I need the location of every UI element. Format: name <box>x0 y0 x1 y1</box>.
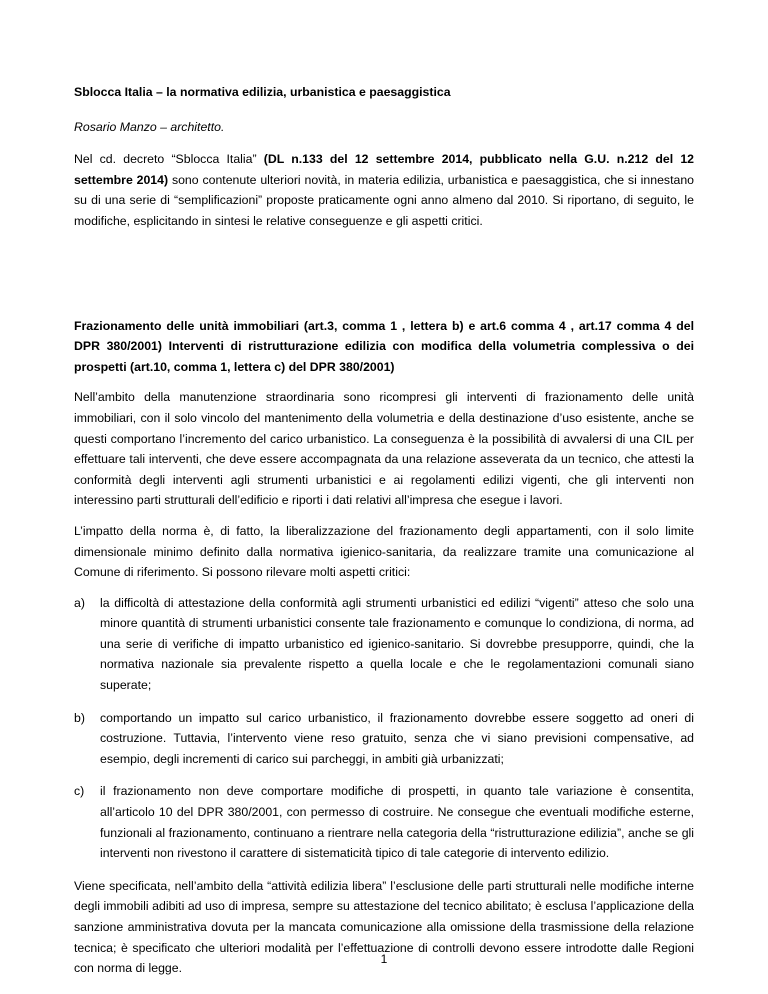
intro-decree-reference: (DL n.133 del 12 settembre 2014, pubblicato nella G.U. n.212 del 12 settembre 2014) <box>74 152 695 187</box>
intro-text-1: Nel cd. decreto “Sblocca Italia” <box>74 152 264 167</box>
document-author: Rosario Manzo – architetto. <box>74 119 225 134</box>
list-item-marker: a) <box>74 595 85 610</box>
list-item <box>74 781 694 863</box>
list-item-text: la difficoltà di attestazione della conformità agli strumenti urbanistici ed edilizi “vigenti” atteso che solo una minore quantità di strumenti urbanistici consente tale frazionamento e comunque lo condiziona, di norma, ad una serie di verifiche di impatto urbanistico ed igienico-sanitario. Si dovrebbe presupporre, quindi, che la normativa nazionale sia prevalente rispetto a quella locale e che le regolamentazioni comunali siano superate; <box>100 595 694 693</box>
page-number: 1 <box>380 952 388 966</box>
list-item-text: il frazionamento non deve comportare modifiche di prospetti, in quanto tale variazione è consentita, all’articolo 10 del DPR 380/2001, con permesso di costruire. Ne consegue che eventuali modifiche esterne, funzionali al frazionamento, continuano a rientrare nella categoria della “ristrutturazione edilizia”, anche se gli interventi non rivestono il carattere di sistematicità tipico di tale categorie di intervento edilizio. <box>100 784 694 861</box>
intro-paragraph <box>74 149 694 231</box>
document-title: Sblocca Italia – la normativa edilizia, urbanistica e paesaggistica <box>74 85 451 99</box>
critical-aspects-list <box>74 593 694 864</box>
section-title: Frazionamento delle unità immobiliari (art.3, comma 1 , lettera b) e art.6 comma 4 , art.17 comma 4 del DPR 380/2001) Interventi di ristrutturazione edilizia con modifica della volumetria complessiva o dei prospetti (art.10, comma 1, lettera c) del DPR 380/2001) <box>74 318 694 374</box>
section-paragraph-2: L’impatto della norma è, di fatto, la liberalizzazione del frazionamento degli appartamenti, con il solo limite dimensionale minimo definito dalla normativa igienico-sanitaria, da realizzare tramite una comunicazione al Comune di riferimento. Si possono rilevare molti aspetti critici: <box>74 523 694 580</box>
intro-text-2: sono contenute ulteriori novità, in materia edilizia, urbanistica e paesaggistica, che si innestano su di una serie di “semplificazioni” proposte praticamente ogni anno almeno dal 2010. Si riportano, di seguito, le modifiche, esplicitando in sintesi le relative conseguenze e gli aspetti critici. <box>74 172 694 228</box>
section-paragraph-3: Viene specificata, nell’ambito della “attività edilizia libera” l’esclusione delle parti strutturali nelle modifiche interne degli immobili adibiti ad uso di impresa, sempre su attestazione del tecnico abilitato; è esclusa l’applicazione della sanzione amministrativa dovuta per la mancata comunicazione alla omissione della trasmissione della relazione tecnica; è specificato che ulteriori modalità per l’effettuazione di controlli devono essere introdotte dalle Regioni con norma di legge. <box>74 878 694 976</box>
document-page <box>74 82 694 989</box>
section-spacer <box>74 232 694 316</box>
list-item <box>74 593 694 696</box>
list-item-marker: b) <box>74 710 85 725</box>
list-item-marker: c) <box>74 784 85 799</box>
list-item-text: comportando un impatto sul carico urbanistico, il frazionamento dovrebbe essere soggetto ad oneri di costruzione. Tuttavia, l’intervento viene reso gratuito, senza che vi siano previsioni compensative, ad esempio, degli incrementi di carico sui parcheggi, in ambiti già urbanizzati; <box>100 710 694 766</box>
section-paragraph-1: Nell’ambito della manutenzione straordinaria sono ricompresi gli interventi di frazionamento delle unità immobiliari, con il solo vincolo del mantenimento della volumetria e della destinazione d’uso esistente, anche se questi comportano l’incremento del carico urbanistico. La conseguenza è la possibilità di avvalersi di una CIL per effettuare tali interventi, che deve essere accompagnata da una relazione asseverata da un tecnico, che attesti la conformità degli interventi agli strumenti urbanistici e ai regolamenti edilizi vigenti, che gli interventi non interessino parti strutturali dell’edificio e riporti i dati relativi all’impresa che esegue i lavori. <box>74 390 694 508</box>
list-item <box>74 708 694 770</box>
